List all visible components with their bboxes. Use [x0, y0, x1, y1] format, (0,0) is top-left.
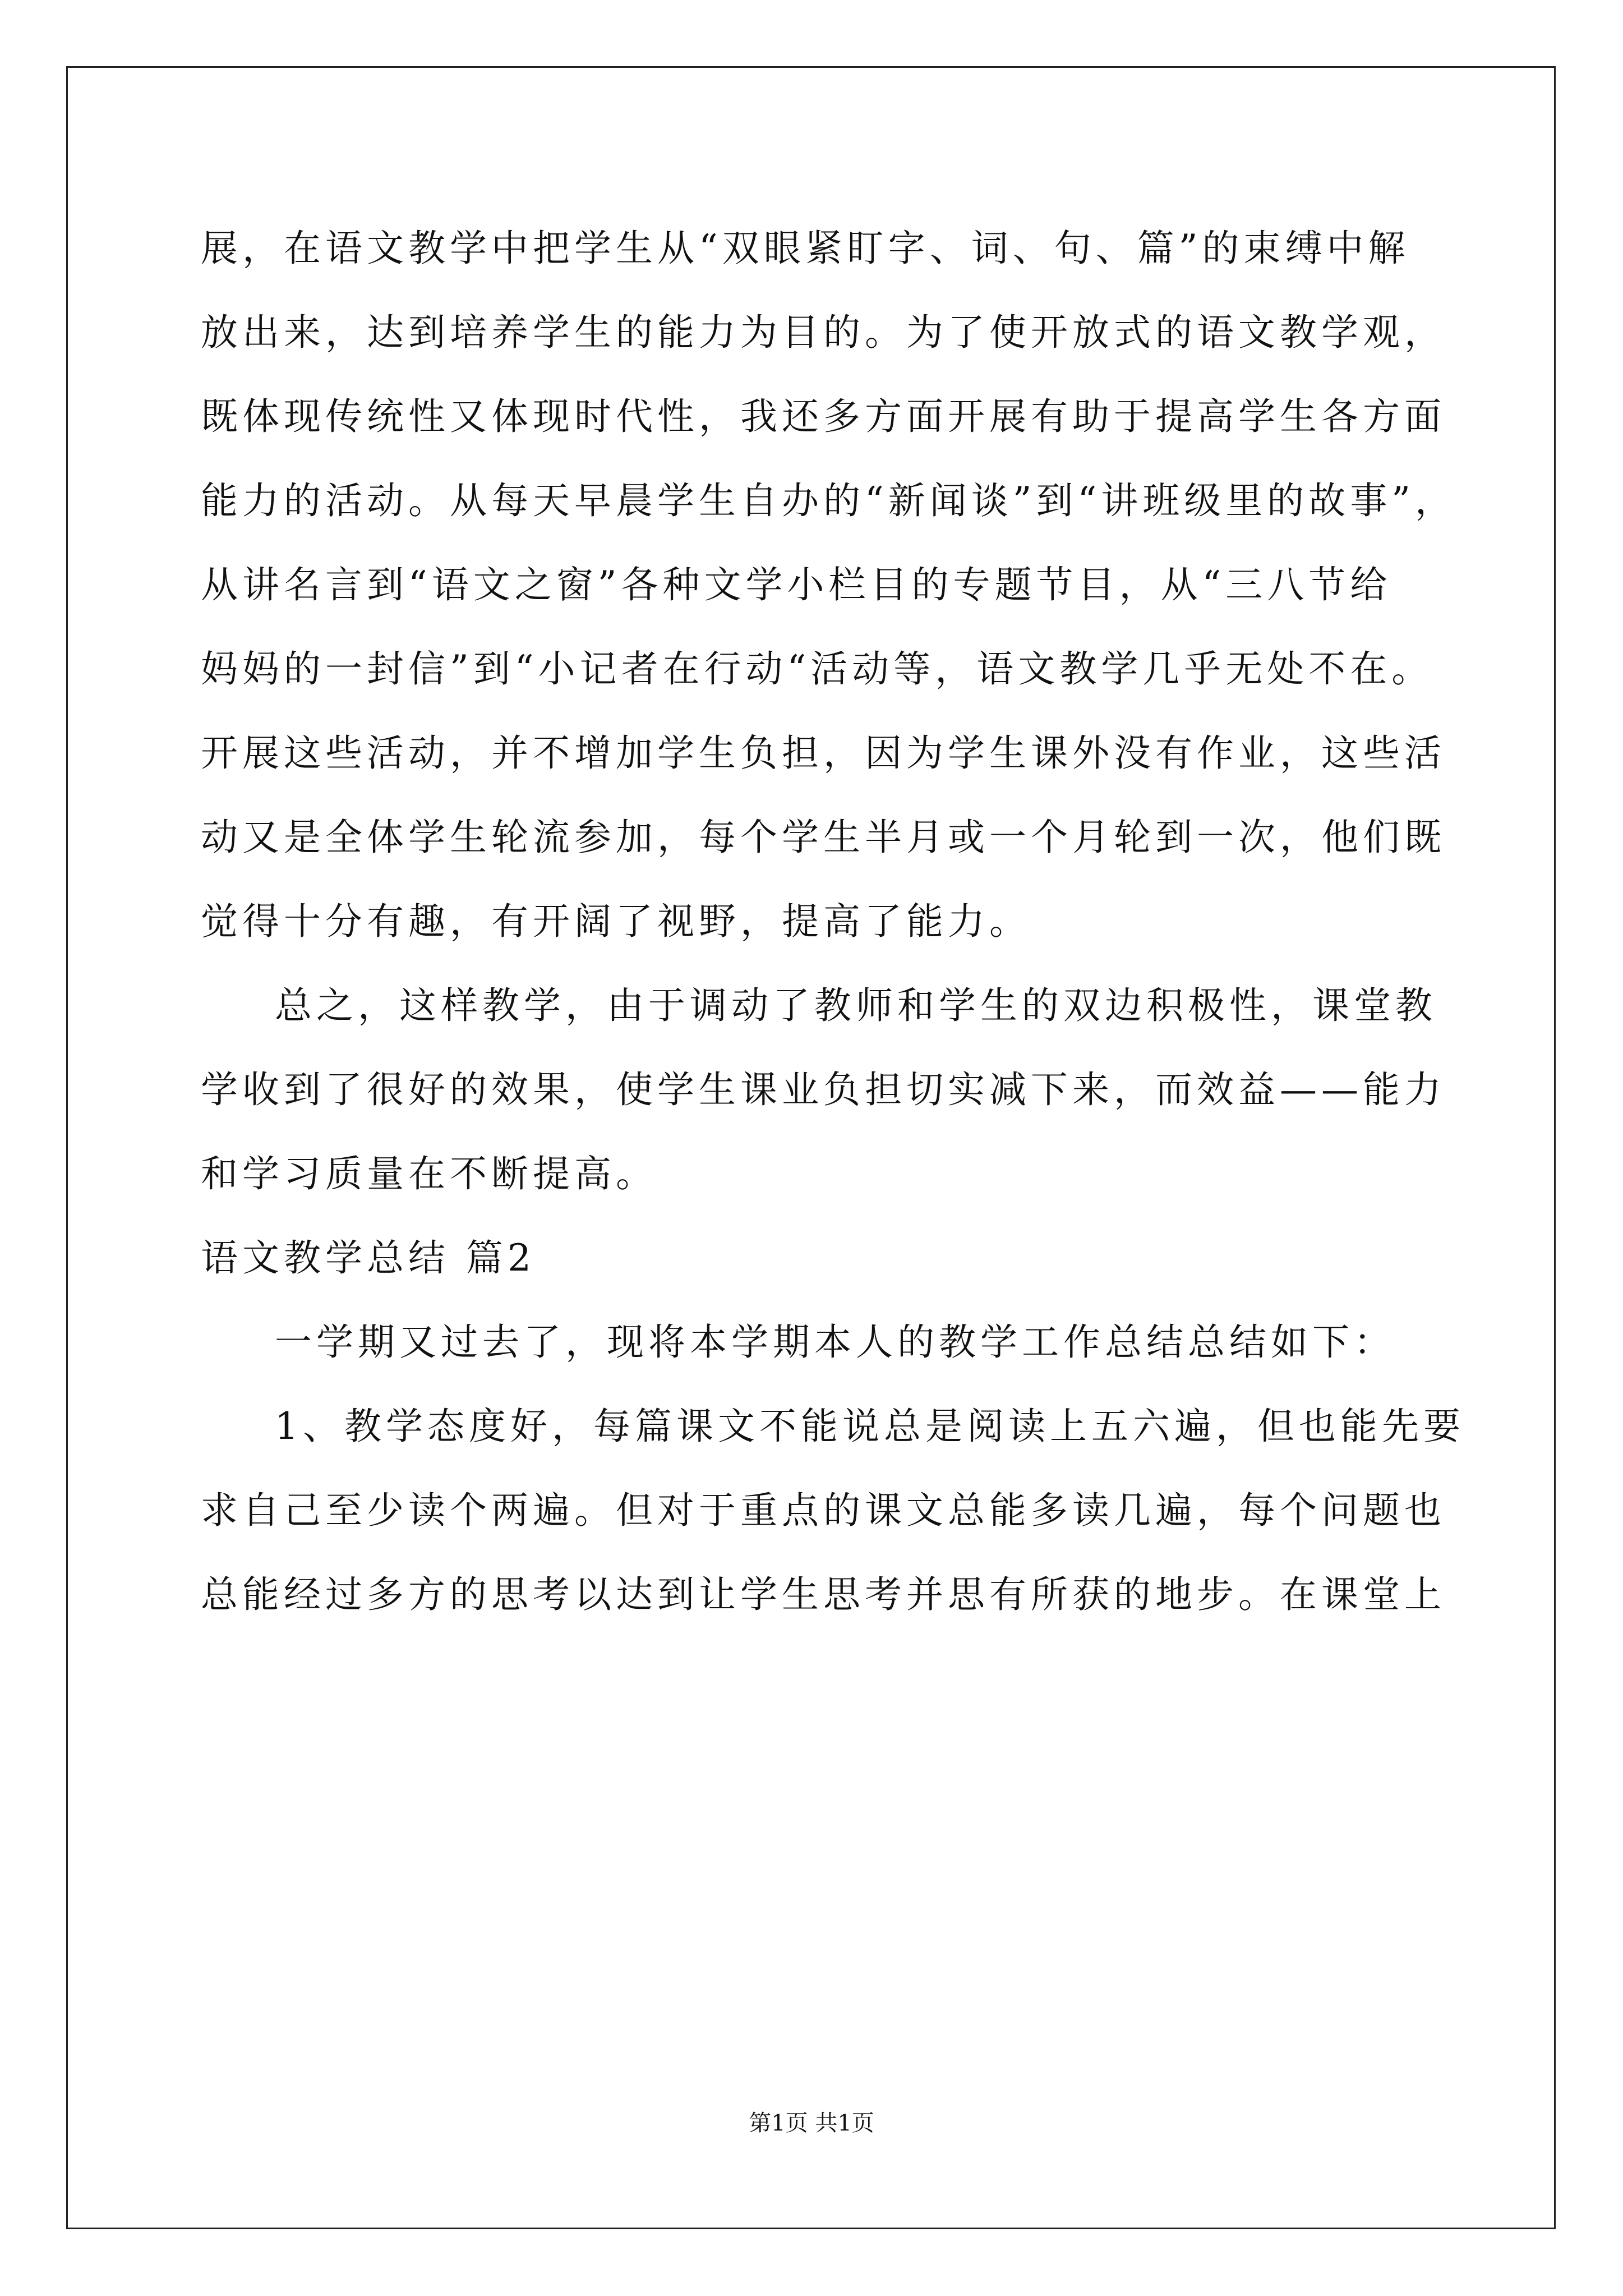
page-footer: 第1页 共1页 [749, 2110, 874, 2136]
text-line: 1、教学态度好，每篇课文不能说总是阅读上五六遍，但也能先要 [275, 1405, 1465, 1448]
text-line: 动又是全体学生轮流参加，每个学生半月或一个月轮到一次，他们既 [201, 816, 1446, 859]
text-line: 能力的活动。从每天早晨学生自办的“新闻谈”到“讲班级里的故事”， [201, 479, 1456, 522]
section-heading: 语文教学总结 篇2 [201, 1236, 536, 1280]
text-line: 求自己至少读个两遍。但对于重点的课文总能多读几遍，每个问题也 [201, 1489, 1446, 1532]
text-line: 展，在语文教学中把学生从“双眼紧盯字、词、句、篇”的束缚中解 [201, 227, 1410, 270]
text-line: 妈妈的一封信”到“小记者在行动“活动等，语文教学几乎无处不在。 [201, 647, 1433, 691]
text-line: 开展这些活动，并不增加学生负担，因为学生课外没有作业，这些活 [201, 731, 1446, 775]
text-line: 从讲名言到“语文之窗”各种文学小栏目的专题节目，从“三八节给 [201, 563, 1392, 606]
text-line: 和学习质量在不断提高。 [201, 1152, 657, 1195]
text-line: 觉得十分有趣，有开阔了视野，提高了能力。 [201, 900, 1031, 943]
text-line: 总能经过多方的思考以达到让学生思考并思有所获的地步。在课堂上 [201, 1573, 1446, 1616]
text-line: 一学期又过去了，现将本学期本人的教学工作总结总结如下： [275, 1320, 1395, 1364]
page-frame [66, 66, 1556, 2229]
text-line: 总之，这样教学，由于调动了教师和学生的双边积极性，课堂教 [275, 984, 1437, 1027]
text-line: 放出来，达到培养学生的能力为目的。为了使开放式的语文教学观， [201, 311, 1446, 354]
text-line: 学收到了很好的效果，使学生课业负担切实减下来，而效益——能力 [201, 1068, 1446, 1111]
text-line: 既体现传统性又体现时代性，我还多方面开展有助于提高学生各方面 [201, 395, 1446, 438]
